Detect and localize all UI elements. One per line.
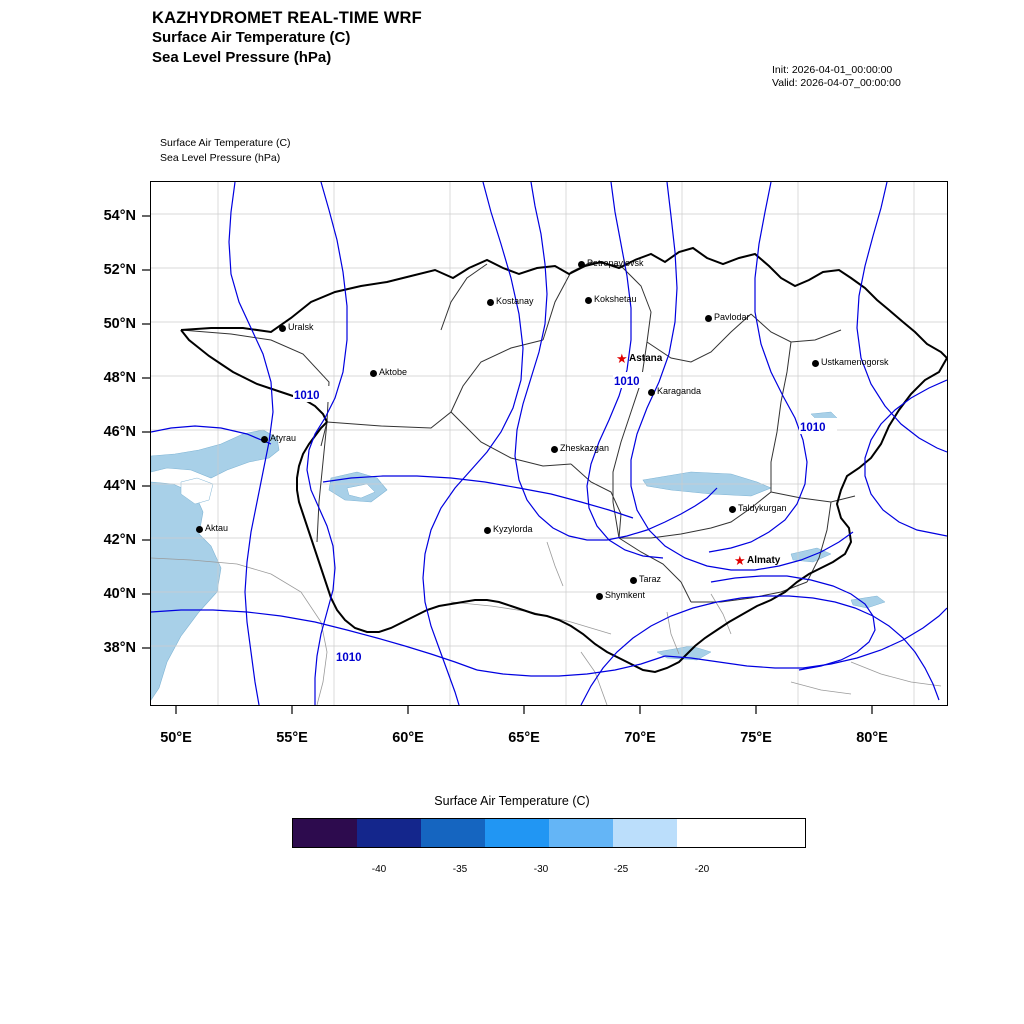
x-tick-75e: 75°E (740, 730, 772, 746)
city-label-petropavlovsk: Petropavlovsk (587, 258, 644, 268)
colorbar[interactable] (292, 818, 806, 848)
svg-text:1010: 1010 (336, 652, 362, 664)
colorbar-swatch-7 (741, 819, 805, 847)
colorbar-swatch-0 (293, 819, 357, 847)
colorbar-tick--25: -25 (613, 864, 629, 875)
capital-label-astana: Astana (629, 353, 663, 364)
colorbar-tick--30: -30 (533, 864, 549, 875)
x-tick-50e: 50°E (160, 730, 192, 746)
colorbar-tick--20: -20 (694, 864, 710, 875)
svg-text:1010: 1010 (294, 390, 320, 402)
y-tick-44n: 44°N (103, 478, 136, 494)
axis-ticks (120, 181, 960, 721)
svg-text:1010: 1010 (800, 422, 826, 434)
capital-star-astana[interactable]: ★ (616, 351, 628, 366)
city-label-kokshetau: Kokshetau (594, 294, 637, 304)
city-label-ustkamenogorsk: Ustkamenogorsk (821, 357, 889, 367)
city-label-atyrau: Atyrau (270, 433, 297, 443)
y-tick-52n: 52°N (103, 262, 136, 278)
capital-star-almaty[interactable]: ★ (734, 553, 746, 568)
title-block (152, 8, 752, 68)
city-label-zheskazgan: Zheskazgan (560, 443, 610, 453)
colorbar-tick--35: -35 (452, 864, 468, 875)
city-label-pavlodar: Pavlodar (714, 312, 750, 322)
colorbar-swatch-6 (677, 819, 741, 847)
y-tick-48n: 48°N (103, 370, 136, 386)
y-tick-50n: 50°N (103, 316, 136, 332)
city-label-uralsk: Uralsk (288, 322, 314, 332)
y-tick-42n: 42°N (103, 532, 136, 548)
y-tick-54n: 54°N (103, 208, 136, 224)
city-label-aktobe: Aktobe (379, 367, 408, 377)
city-label-aktau: Aktau (205, 523, 229, 533)
colorbar-swatch-3 (485, 819, 549, 847)
panel-labels (160, 136, 291, 166)
city-label-kyzylorda: Kyzylorda (493, 524, 533, 534)
colorbar-ticks (292, 864, 804, 880)
city-label-karaganda: Karaganda (657, 386, 702, 396)
panel-label-pressure: Sea Level Pressure (hPa) (160, 152, 281, 164)
colorbar-swatch-1 (357, 819, 421, 847)
x-tick-80e: 80°E (856, 730, 888, 746)
subtitle-pressure: Sea Level Pressure (hPa) (152, 49, 332, 66)
colorbar-title: Surface Air Temperature (C) (434, 794, 590, 808)
y-tick-46n: 46°N (103, 424, 136, 440)
y-tick-38n: 38°N (103, 640, 136, 656)
colorbar-swatch-4 (549, 819, 613, 847)
city-label-taraz: Taraz (639, 574, 662, 584)
city-label-taldykurgan: Taldykurgan (738, 503, 787, 513)
panel-label-temperature: Surface Air Temperature (C) (160, 137, 291, 149)
svg-text:1010: 1010 (614, 376, 640, 388)
x-tick-70e: 70°E (624, 730, 656, 746)
subtitle-temperature: Surface Air Temperature (C) (152, 29, 351, 46)
colorbar-tick--40: -40 (371, 864, 387, 875)
init-time: Init: 2026-04-01_00:00:00 (772, 64, 893, 76)
capital-label-almaty: Almaty (747, 555, 781, 566)
page-title: KAZHYDROMET REAL-TIME WRF (152, 9, 422, 27)
x-tick-60e: 60°E (392, 730, 424, 746)
x-tick-65e: 65°E (508, 730, 540, 746)
colorbar-swatch-2 (421, 819, 485, 847)
model-run-times (772, 64, 901, 90)
city-label-shymkent: Shymkent (605, 590, 646, 600)
y-tick-40n: 40°N (103, 586, 136, 602)
valid-time: Valid: 2026-04-07_00:00:00 (772, 77, 901, 89)
city-label-kostanay: Kostanay (496, 296, 534, 306)
colorbar-swatch-5 (613, 819, 677, 847)
x-tick-55e: 55°E (276, 730, 308, 746)
